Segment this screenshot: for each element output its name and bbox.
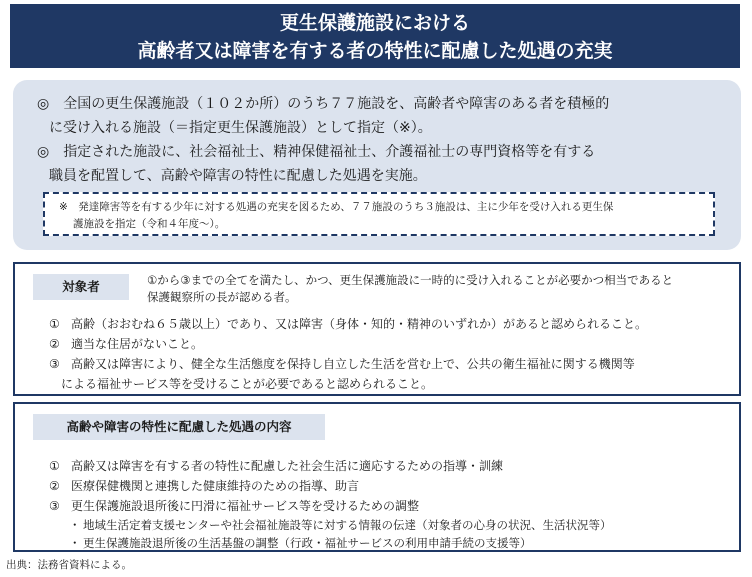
item-number: ① [49, 459, 60, 473]
bullet-icon: ・ [69, 536, 81, 550]
source-note: 出典：法務省資料による。 [6, 559, 132, 571]
sub-item-text: 更生保護施設退所後の生活基盤の調整（行政・福祉サービスの利用申請手続の支援等） [83, 536, 532, 550]
note-line-1: ※ 発達障害等を有する少年に対する処遇の充実を図るため、７７施設のうち３施設は、主に少年を受け入れる更生保 [59, 201, 614, 213]
list-item [49, 456, 612, 476]
note-box [43, 192, 715, 236]
summary-item-1 [37, 92, 723, 140]
content-label: 高齢や障害の特性に配慮した処遇の内容 [33, 414, 325, 440]
target-panel [13, 262, 741, 396]
item-text: 更生保護施設退所後に円滑に福祉サービス等を受けるための調整 [71, 499, 420, 513]
title-banner [10, 4, 740, 68]
target-description [147, 272, 673, 306]
content-panel [13, 402, 741, 552]
list-item [49, 496, 612, 516]
list-item [49, 476, 612, 496]
item-number: ② [49, 337, 60, 351]
summary-item-2-line-1: 指定された施設に、社会福祉士、精神保健福祉士、介護福祉士の専門資格等を有する [63, 144, 596, 160]
summary-item-1-line-2: に受け入れる施設（＝指定更生保護施設）として指定（※）。 [49, 120, 432, 136]
item-text: 高齢又は障害により、健全な生活態度を保持し自立した生活を営む上で、公共の衛生福祉に関する機関等 [71, 357, 635, 371]
list-item-continuation: による福祉サービス等を受けることが必要であると認められること。 [61, 377, 434, 391]
item-number: ① [49, 317, 60, 331]
list-item [49, 314, 647, 334]
title-line-1: 更生保護施設における [279, 12, 470, 34]
target-list [49, 314, 647, 394]
item-text: 高齢又は障害を有する者の特性に配慮した社会生活に適応するための指導・訓練 [71, 459, 504, 473]
summary-marker-2: ◎ [37, 144, 50, 160]
content-list [49, 456, 612, 552]
summary-item-2 [37, 140, 723, 188]
summary-item-1-line-1: 全国の更生保護施設（１０２か所）のうち７７施設を、高齢者や障害のある者を積極的 [63, 96, 610, 112]
bullet-icon: ・ [69, 518, 81, 532]
item-number: ② [49, 479, 60, 493]
sub-item [49, 534, 612, 552]
target-description-line-2: 保護観察所の長が認める者。 [147, 290, 297, 304]
list-item [49, 354, 647, 374]
item-text: 適当な住居がないこと。 [71, 337, 204, 351]
sub-item [49, 516, 612, 534]
sub-item-text: 地域生活定着支援センターや社会福祉施設等に対する情報の伝達（対象者の心身の状況、生活状況等） [83, 518, 612, 532]
summary-marker-1: ◎ [37, 96, 50, 112]
note-line-2: 護施設を指定（令和４年度～）。 [73, 218, 226, 230]
summary-box [13, 80, 741, 250]
list-item [49, 334, 647, 354]
item-text: 医療保健機関と連携した健康維持のための指導、助言 [71, 479, 360, 493]
item-number: ③ [49, 357, 60, 371]
item-number: ③ [49, 499, 60, 513]
title-line-2: 高齢者又は障害を有する者の特性に配慮した処遇の充実 [137, 40, 613, 62]
item-text: 高齢（おおむね６５歳以上）であり、又は障害（身体・知的・精神のいずれか）があると認められること。 [71, 317, 648, 331]
target-label: 対象者 [33, 274, 129, 300]
summary-item-2-line-2: 職員を配置して、高齢や障害の特性に配慮した処遇を実施。 [49, 168, 427, 184]
target-description-line-1: ①から③までの全てを満たし、かつ、更生保護施設に一時的に受け入れることが必要かつ相当であると [147, 273, 674, 287]
